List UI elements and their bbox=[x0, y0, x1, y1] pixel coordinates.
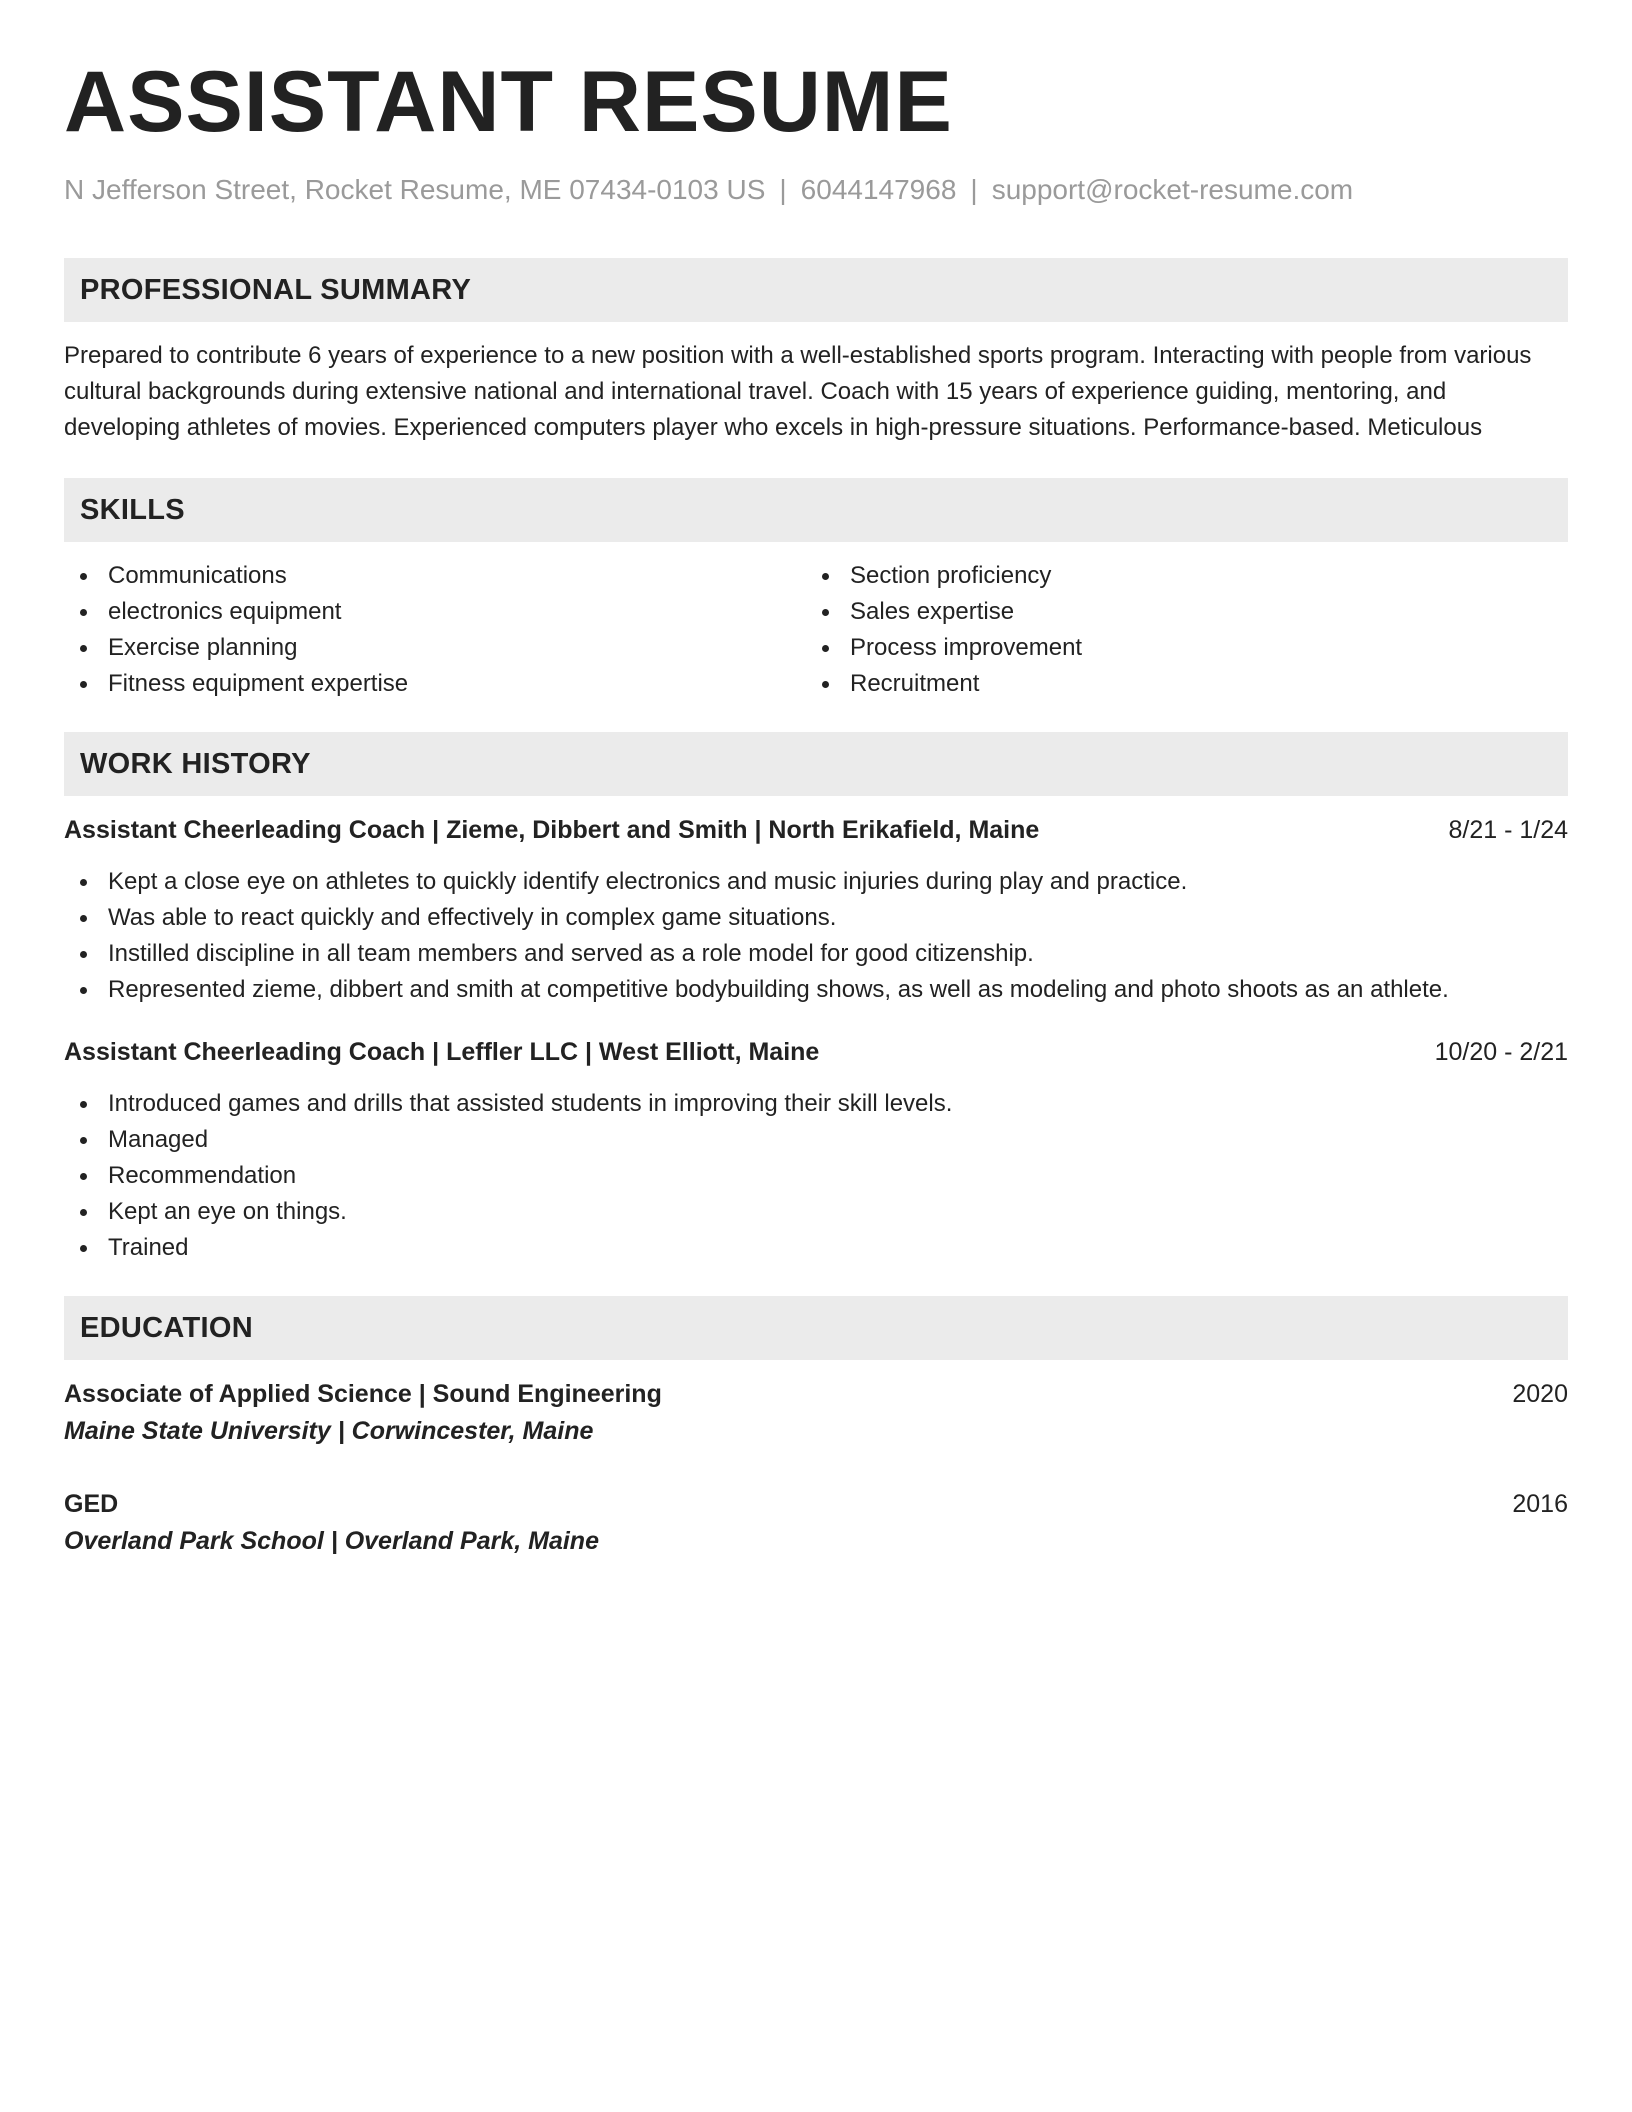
education-school: Overland Park School | Overland Park, Maine bbox=[64, 1527, 599, 1555]
contact-separator: | bbox=[970, 174, 978, 205]
job-dates: 8/21 - 1/24 bbox=[1448, 816, 1568, 844]
job-bullet: Was able to react quickly and effectively in complex game situations. bbox=[64, 900, 1568, 936]
section-header-education: EDUCATION bbox=[64, 1296, 1568, 1360]
skills-column-right bbox=[806, 558, 1548, 702]
section-header-summary: PROFESSIONAL SUMMARY bbox=[64, 258, 1568, 322]
job-bullets bbox=[64, 1086, 1568, 1266]
contact-email: support@rocket-resume.com bbox=[991, 174, 1354, 205]
education-degree-row bbox=[64, 1486, 1568, 1522]
job-entry bbox=[64, 1034, 1568, 1266]
skill-item: Sales expertise bbox=[806, 594, 1548, 630]
job-bullet: Managed bbox=[64, 1122, 1568, 1158]
skill-item: Process improvement bbox=[806, 630, 1548, 666]
education-school: Maine State University | Corwincester, Maine bbox=[64, 1417, 594, 1445]
education-year: 2016 bbox=[1512, 1490, 1568, 1518]
contact-phone: 6044147968 bbox=[800, 174, 957, 205]
job-bullet: Kept an eye on things. bbox=[64, 1194, 1568, 1230]
skill-item: Recruitment bbox=[806, 666, 1548, 702]
skills-column-left bbox=[64, 558, 806, 702]
skill-item: Exercise planning bbox=[64, 630, 806, 666]
skill-item: Section proficiency bbox=[806, 558, 1548, 594]
skill-item: Communications bbox=[64, 558, 806, 594]
skills-grid bbox=[64, 558, 1568, 702]
job-title-row bbox=[64, 1034, 1568, 1070]
education-entry bbox=[64, 1376, 1568, 1450]
job-bullet: Introduced games and drills that assisted students in improving their skill levels. bbox=[64, 1086, 1568, 1122]
contact-line bbox=[64, 172, 1568, 208]
education-degree: GED bbox=[64, 1490, 119, 1518]
job-bullet: Kept a close eye on athletes to quickly identify electronics and music injuries during play and practice. bbox=[64, 864, 1568, 900]
resume-name: ASSISTANT RESUME bbox=[64, 54, 953, 150]
skill-item: electronics equipment bbox=[64, 594, 806, 630]
contact-address: N Jefferson Street, Rocket Resume, ME 07434-0103 US bbox=[64, 174, 766, 205]
education-entry bbox=[64, 1486, 1568, 1560]
summary-text: Prepared to contribute 6 years of experience to a new position with a well-established sports program. Interacting with people from various cultural backgrounds during extensive national and international travel. Coach with 15 years of experience guiding, mentoring, and developing athletes of movies. Experienced computers player who excels in high-pressure situations. Performance-based. Meticulous bbox=[64, 342, 1532, 441]
education-degree: Associate of Applied Science | Sound Engineering bbox=[64, 1380, 662, 1408]
job-title: Assistant Cheerleading Coach | Leffler LLC | West Elliott, Maine bbox=[64, 1038, 820, 1066]
job-bullets bbox=[64, 864, 1568, 1008]
section-header-skills: SKILLS bbox=[64, 478, 1568, 542]
job-entry bbox=[64, 812, 1568, 1008]
job-title-row bbox=[64, 812, 1568, 848]
job-bullet: Instilled discipline in all team members and served as a role model for good citizenship. bbox=[64, 936, 1568, 972]
job-bullet: Trained bbox=[64, 1230, 1568, 1266]
job-title: Assistant Cheerleading Coach | Zieme, Dibbert and Smith | North Erikafield, Maine bbox=[64, 816, 1040, 844]
job-bullet: Recommendation bbox=[64, 1158, 1568, 1194]
education-degree-row bbox=[64, 1376, 1568, 1412]
skill-item: Fitness equipment expertise bbox=[64, 666, 806, 702]
section-header-work-history: WORK HISTORY bbox=[64, 732, 1568, 796]
job-dates: 10/20 - 2/21 bbox=[1434, 1038, 1568, 1066]
job-bullet: Represented zieme, dibbert and smith at competitive bodybuilding shows, as well as modeling and photo shoots as an athlete. bbox=[64, 972, 1568, 1008]
education-year: 2020 bbox=[1512, 1380, 1568, 1408]
contact-separator: | bbox=[779, 174, 787, 205]
